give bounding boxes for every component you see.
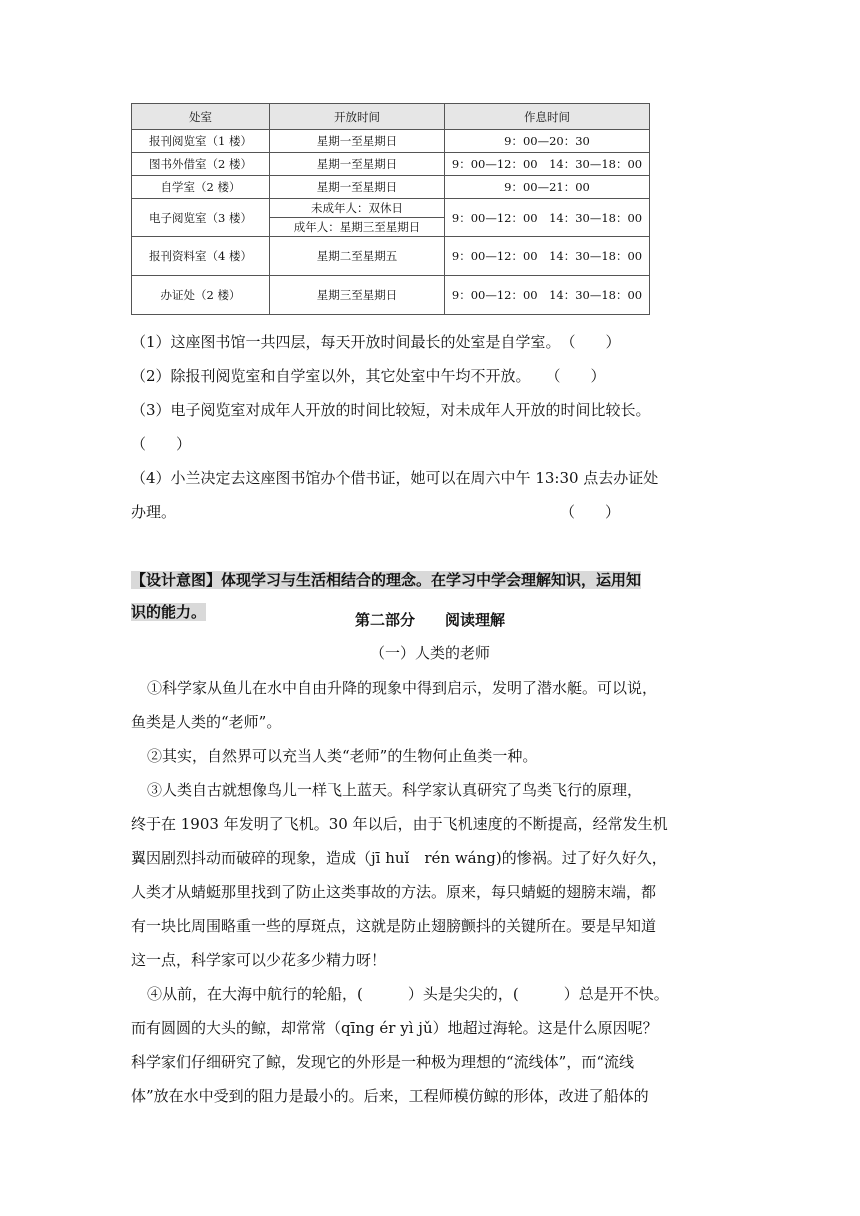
cell-room: 图书外借室（2 楼） (132, 153, 270, 176)
question-2: （2）除报刊阅览室和自学室以外，其它处室中午均不开放。 （ ） (131, 367, 606, 385)
cell-open: 星期三至星期日 (270, 276, 445, 315)
cell-hours: 9：00—12：00 14：30—18：00 (445, 276, 650, 315)
cell-room: 报刊资料室（4 楼） (132, 237, 270, 276)
question-1: （1）这座图书馆一共四层，每天开放时间最长的处室是自学室。 （ ） (131, 333, 621, 351)
paragraph-3-cont: 有一块比周围略重一些的厚斑点，这就是防止翅膀颤抖的关键所在。要是早知道 (131, 917, 657, 935)
table-row (132, 130, 650, 153)
cell-open: 星期一至星期日 (270, 130, 445, 153)
paragraph-4-cont: 体”放在水中受到的阻力是最小的。后来，工程师模仿鲸的形体，改进了船体的 (131, 1087, 649, 1105)
paragraph-3-cont: 翼因剧烈抖动而破碎的现象，造成（jī huǐ rén wáng)的惨祸。过了好久好久， (131, 849, 667, 867)
library-schedule-table (131, 103, 650, 315)
question-4-answer: （ ） (560, 503, 621, 521)
paragraph-4: ④从前，在大海中航行的轮船，( ）头是尖尖的，( ）总是开不快。 (147, 985, 669, 1003)
paragraph-1: ①科学家从鱼儿在水中自由升降的现象中得到启示，发明了潜水艇。可以说， (147, 679, 658, 697)
question-3: （3）电子阅览室对成年人开放的时间比较短，对未成年人开放的时间比较长。 (131, 401, 651, 419)
table-row (132, 237, 650, 276)
paragraph-3-cont: 人类才从蜻蜓那里找到了防止这类事故的方法。原来，每只蜻蜓的翅膀末端，都 (131, 883, 657, 901)
header-open: 开放时间 (270, 104, 445, 130)
article-title: （一）人类的老师 (369, 644, 490, 662)
table-row (132, 276, 650, 315)
table-row (132, 199, 650, 218)
paragraph-4-cont: 科学家们仔细研究了鲸，发现它的外形是一种极为理想的“流线体”，而“流线 (131, 1053, 635, 1071)
table-header-row (132, 104, 650, 130)
header-hours: 作息时间 (445, 104, 650, 130)
paragraph-3-cont: 这一点，科学家可以少花多少精力呀！ (131, 951, 387, 969)
cell-open-adults: 成年人：星期三至星期日 (270, 218, 445, 237)
cell-open: 星期二至星期五 (270, 237, 445, 276)
design-intent-line-1: 【设计意图】体现学习与生活相结合的理念。在学习中学会理解知识，运用知 (131, 571, 642, 589)
table-row (132, 176, 650, 199)
cell-hours: 9：00—20：30 (445, 130, 650, 153)
design-intent-line-2: 识的能力。 (131, 603, 207, 621)
cell-hours: 9：00—12：00 14：30—18：00 (445, 237, 650, 276)
header-room: 处室 (132, 104, 270, 130)
cell-open: 星期一至星期日 (270, 153, 445, 176)
cell-open-minors: 未成年人：双休日 (270, 199, 445, 218)
section-title: 第二部分 阅读理解 (354, 611, 505, 629)
cell-room: 报刊阅览室（1 楼） (132, 130, 270, 153)
cell-open: 星期一至星期日 (270, 176, 445, 199)
cell-room: 办证处（2 楼） (132, 276, 270, 315)
paragraph-1-cont: 鱼类是人类的“老师”。 (131, 713, 282, 731)
question-4-cont: 办理。 (131, 503, 177, 521)
cell-room: 电子阅览室（3 楼） (132, 199, 270, 237)
cell-room: 自学室（2 楼） (132, 176, 270, 199)
paragraph-3-cont: 终于在 1903 年发明了飞机。30 年以后，由于飞机速度的不断提高，经常发生机 (131, 815, 668, 833)
question-3-answer: （ ） (131, 435, 192, 453)
paragraph-4-cont: 而有圆圆的大头的鲸，却常常（qīng ér yì jǔ）地超过海轮。这是什么原因呢？ (131, 1019, 658, 1037)
cell-hours: 9：00—12：00 14：30—18：00 (445, 199, 650, 237)
table-row (132, 153, 650, 176)
question-4: （4）小兰决定去这座图书馆办个借书证，她可以在周六中午 13:30 点去办证处 (131, 469, 659, 487)
cell-hours: 9：00—12：00 14：30—18：00 (445, 153, 650, 176)
cell-hours: 9：00—21：00 (445, 176, 650, 199)
paragraph-2: ②其实，自然界可以充当人类“老师”的生物何止鱼类一种。 (147, 747, 538, 765)
paragraph-3: ③人类自古就想像鸟儿一样飞上蓝天。科学家认真研究了鸟类飞行的原理， (147, 781, 643, 799)
